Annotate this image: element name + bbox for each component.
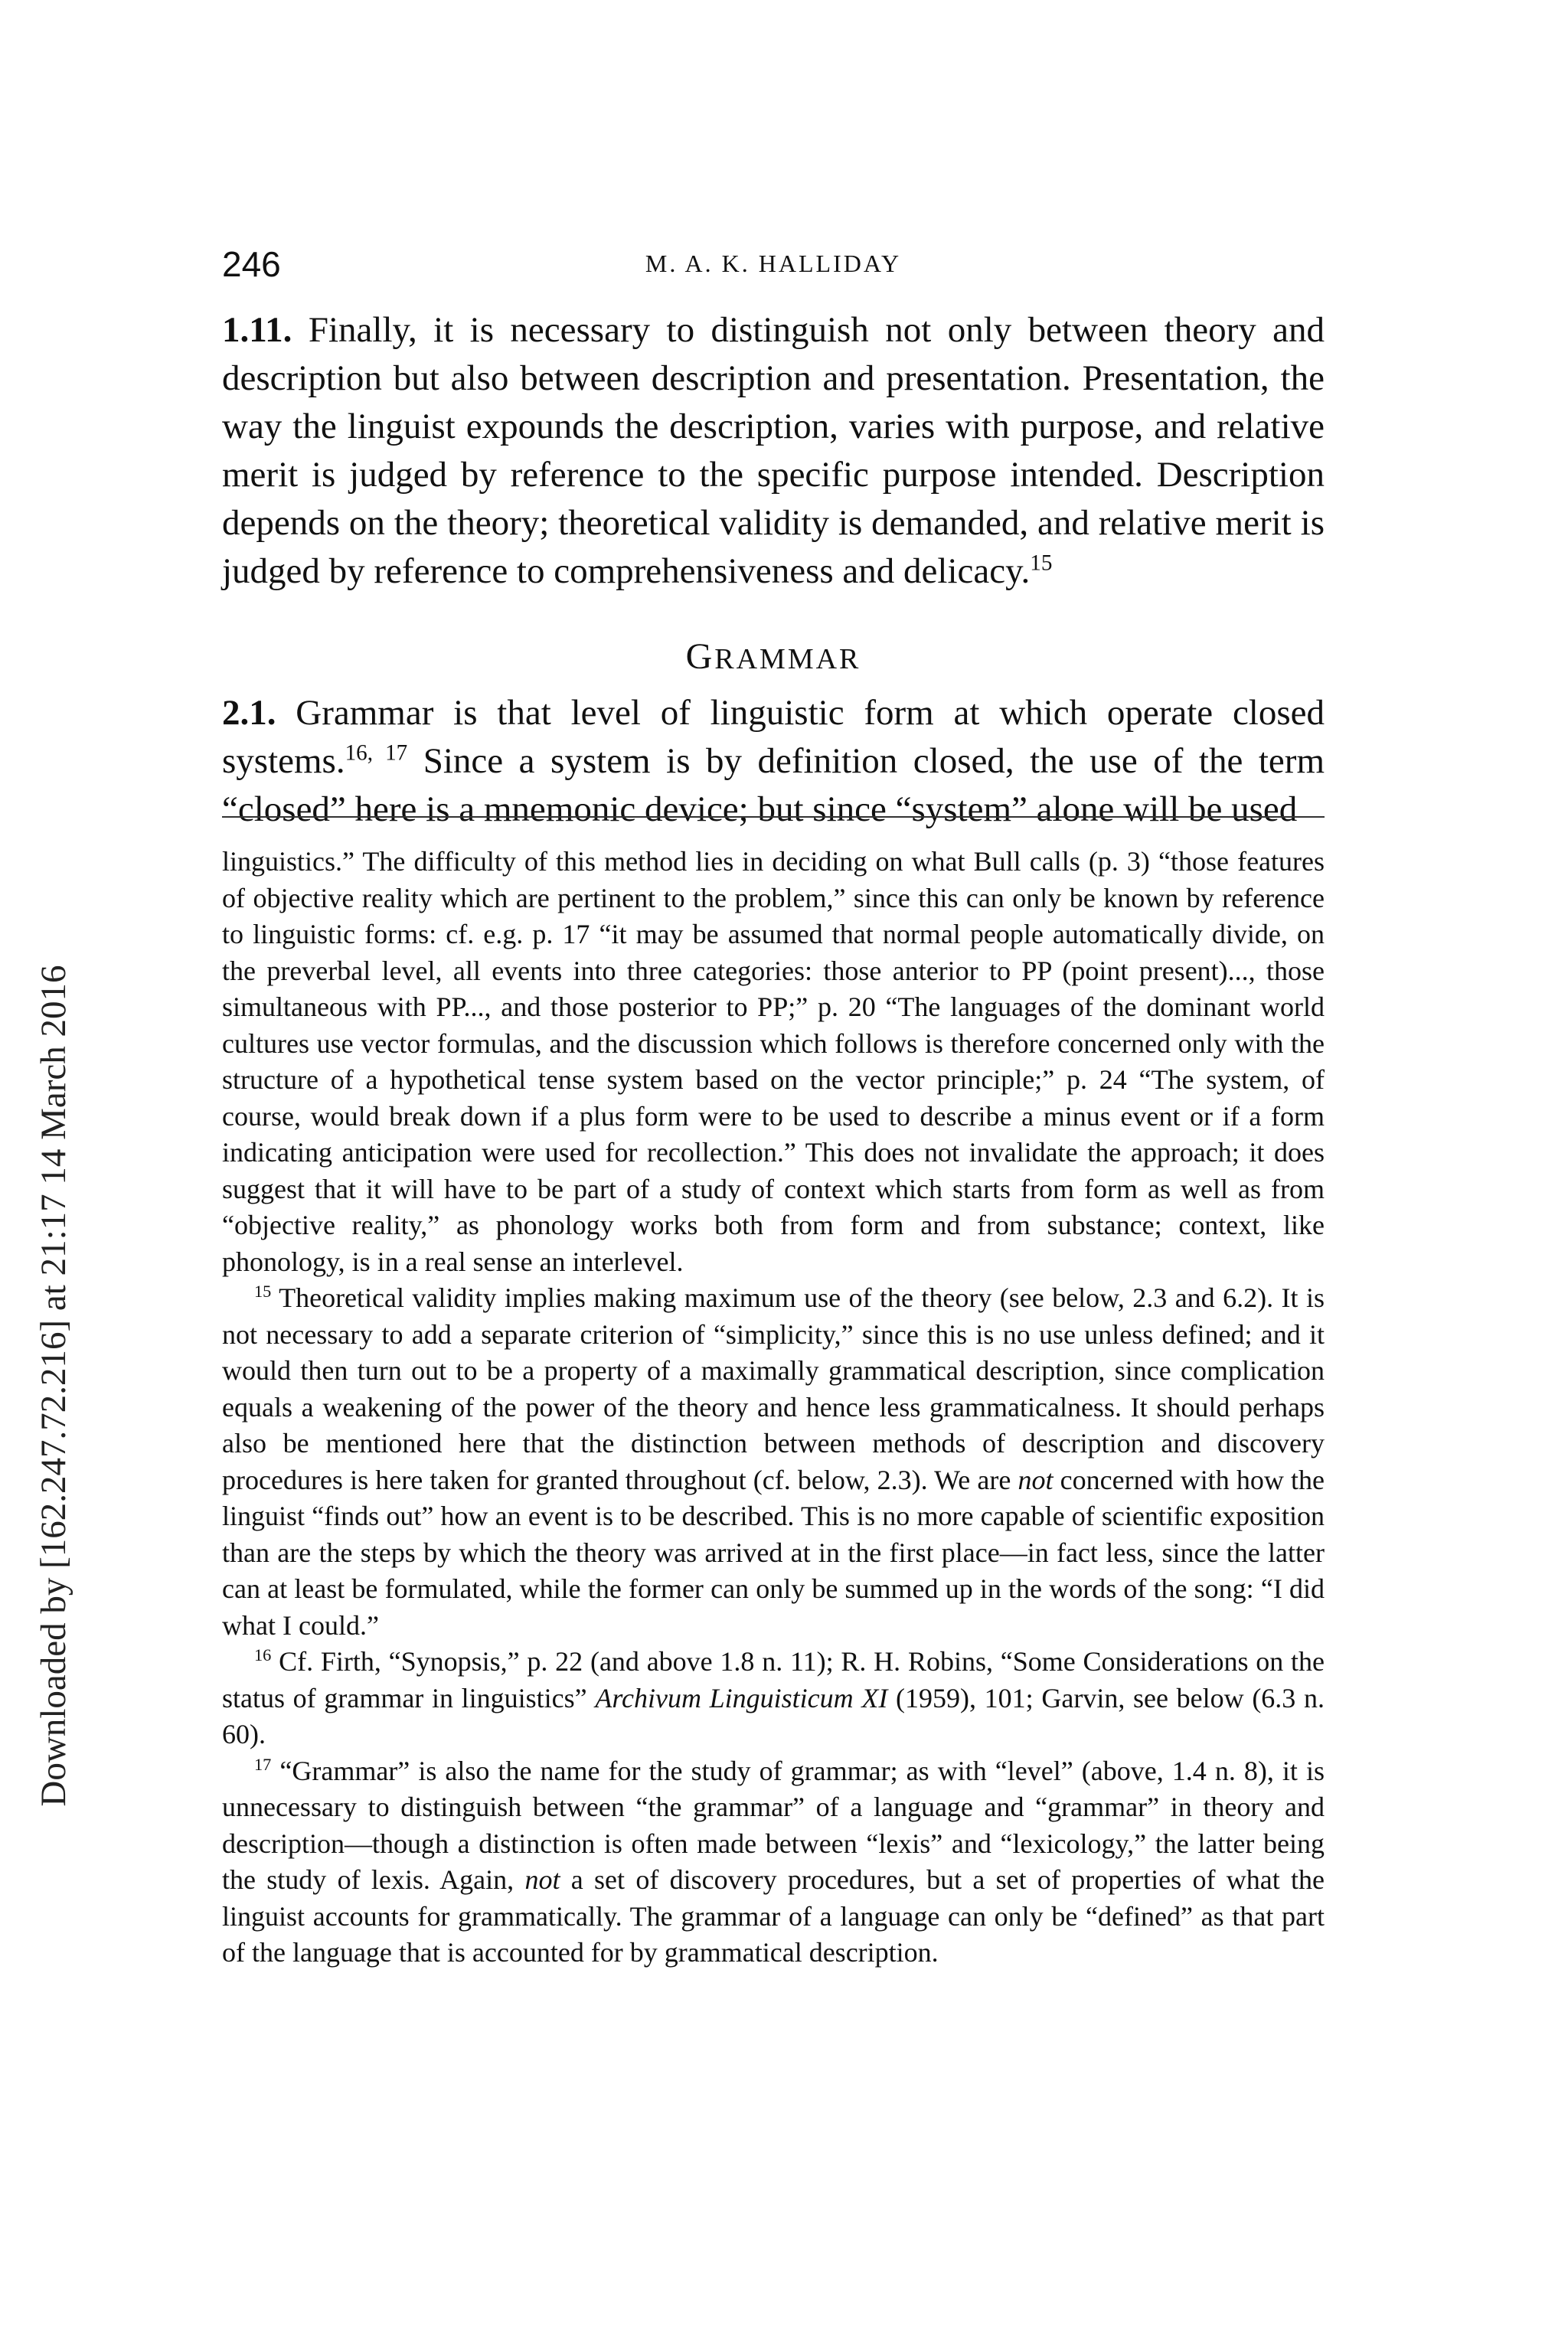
body-text	[222, 306, 1325, 834]
footnote-text-continued: concerned with how the linguist “finds out” how an event is to be described. This is no more capable of scientific exposition than are the steps by which the theory was arrived at in the first place—in fact less, since the latter can at least be formulated, while the former can only be summed up in the words of the song: “I did what I could.”	[222, 1464, 1325, 1641]
footnote-emphasis: not	[524, 1864, 560, 1895]
paragraph-text-continued: Since a system is by definition closed, the use of the term “closed” here is a mnemonic device; but since “system” alone will be used	[222, 741, 1325, 829]
footnote-17	[222, 1753, 1325, 1971]
paragraph-1-11	[222, 306, 1325, 596]
section-heading-grammar	[222, 634, 1325, 680]
paragraph-number: 2.1.	[222, 693, 276, 733]
note-refs-16-17: 16, 17	[345, 740, 408, 766]
footnote-journal-title: Archivum Linguisticum XI	[595, 1682, 888, 1713]
footnote-text: Theoretical validity implies making maximum use of the theory (see below, 2.3 and 6.2). It is not necessary to add a separate criterion of “simplicity,” since this is no use unless defined; and it would then turn out to be a property of a maximally grammatical description, since complication equals a weakening of the power of the theory and hence less grammaticalness. It should perhaps also be mentioned here that the distinction between methods of description and discovery procedures is here taken for granted throughout (cf. below, 2.3). We are	[222, 1282, 1325, 1495]
footnote-number: 17	[254, 1754, 272, 1774]
footnote-text: Cf. Firth, “Synopsis,” p. 22 (and above 1.8 n. 11); R. H. Robins, “Some Considerations on the status of grammar in linguistics”	[222, 1646, 1325, 1713]
heading-rest: RAMMAR	[714, 643, 861, 675]
footnote-text-continued: (1959), 101; Garvin, see below (6.3 n. 60).	[222, 1682, 1325, 1749]
heading-initial: G	[685, 636, 715, 677]
footnote-text-continued: a set of discovery procedures, but a set of properties of what the linguist accounts for grammatically. The grammar of a language can only be “defined” as that part of the language that is accounted for by grammatical description.	[222, 1864, 1325, 1968]
footnote-emphasis: not	[1018, 1464, 1054, 1495]
footnote-continued: linguistics.” The difficulty of this method lies in deciding on what Bull calls (p. 3) “those features of objective reality which are pertinent to the problem,” since this can only be known by reference to linguistic forms: cf. e.g. p. 17 “it may be assumed that normal people automatically divide, on the preverbal level, all events into three categories: those anterior to PP (point present)..., those simultaneous with PP..., and those posterior to PP;” p. 20 “The languages of the dominant world cultures use vector formulas, and the discussion which follows is therefore concerned only with the structure of a hypothetical tense system based on the vector principle;” p. 24 “The system, of course, would break down if a plus form were to be used to describe a minus event or if a form indicating anticipation were used for recollection.” This does not invalidate the approach; it does suggest that it will have to be part of a study of context which starts from form as well as from “objective reality,” as phonology works both from form and from substance; context, like phonology, is in a real sense an interlevel.	[222, 846, 1325, 1277]
page-header	[222, 243, 1325, 289]
running-head: M. A. K. HALLIDAY	[645, 250, 902, 277]
paragraph-text: Grammar is that level of linguistic form at which operate closed systems.	[222, 693, 1325, 781]
note-ref-15: 15	[1030, 550, 1053, 576]
footnotes	[222, 844, 1325, 1971]
paragraph-2-1	[222, 689, 1325, 834]
paragraph-text: Finally, it is necessary to distinguish not only between theory and description but also between description and presentation. Presentation, the way the linguist expounds the description, varies with purpose, and relative merit is judged by reference to the specific purpose intended. Description depends on the theory; theoretical validity is demanded, and relative merit is judged by reference to comprehensiveness and delicacy.	[222, 310, 1325, 591]
footnote-15	[222, 1280, 1325, 1644]
footnote-number: 15	[254, 1282, 272, 1301]
footnote-text: “Grammar” is also the name for the study of grammar; as with “level” (above, 1.4 n. 8), it is unnecessary to distinguish between “the grammar” of a language and “grammar” in theory and description—though a distinction is often made between “lexis” and “lexicology,” the latter being the study of lexis. Again,	[222, 1755, 1325, 1895]
download-stamp: Downloaded by [162.247.72.216] at 21:17 14 March 2016	[34, 965, 74, 1807]
footnote-rule	[222, 816, 1325, 818]
footnote-number: 16	[254, 1645, 272, 1664]
page-number: 246	[222, 244, 281, 284]
footnote-16	[222, 1644, 1325, 1753]
paragraph-number: 1.11.	[222, 310, 292, 350]
